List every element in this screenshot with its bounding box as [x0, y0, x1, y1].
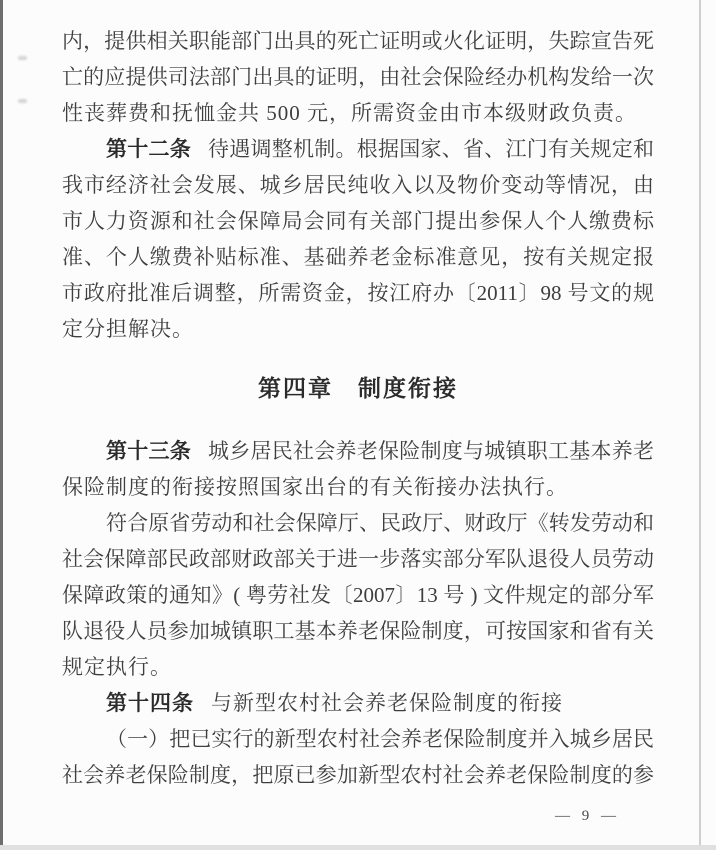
- body-line: [62, 275, 654, 311]
- body-line: [62, 505, 654, 541]
- body-line: [62, 649, 654, 685]
- line-text: 保险制度的衔接按照国家出台的有关衔接办法执行。: [62, 475, 568, 499]
- line-text: 与新型农村社会养老保险制度的衔接: [211, 691, 563, 715]
- line-text: 市人力资源和社会保障局会同有关部门提出参保人个人缴费标: [62, 209, 654, 233]
- document-body: [62, 23, 654, 793]
- line-text: （一）把已实行的新型农村社会养老保险制度并入城乡居民: [106, 727, 654, 751]
- body-line: [62, 613, 654, 649]
- article-number: 第十二条: [106, 137, 191, 161]
- line-text: 队退役人员参加城镇职工基本养老保险制度，可按国家和省有关: [62, 619, 654, 643]
- body-line: [62, 721, 654, 757]
- body-line: [62, 239, 654, 275]
- line-text: 保障政策的通知》( 粤劳社发〔2007〕13 号 ) 文件规定的部分军: [62, 583, 654, 607]
- body-line-article-14: [62, 685, 654, 721]
- line-text: 定分担解决。: [62, 317, 194, 341]
- line-text: 城乡居民社会养老保险制度与城镇职工基本养老: [208, 439, 654, 463]
- article-number: 第十三条: [106, 439, 191, 463]
- body-line: [62, 577, 654, 613]
- body-line: [62, 469, 654, 505]
- line-text: 待遇调整机制。根据国家、省、江门有关规定和: [208, 137, 654, 161]
- line-text: 社会养老保险制度，把原已参加新型农村社会养老保险制度的参: [62, 763, 654, 787]
- body-line: [62, 311, 654, 347]
- body-line-article-13: [62, 433, 654, 469]
- body-line: [62, 167, 654, 203]
- line-text: 社会保障部民政部财政部关于进一步落实部分军队退役人员劳动: [62, 547, 654, 571]
- scan-artifact: [18, 99, 27, 103]
- line-text: 性丧葬费和抚恤金共 500 元，所需资金由市本级财政负责。: [62, 101, 637, 125]
- scan-edge-right: [699, 0, 701, 845]
- scan-edge-bottom: [0, 845, 716, 850]
- body-line: [62, 95, 654, 131]
- body-line: [62, 59, 654, 95]
- scan-artifact: [18, 56, 27, 60]
- line-text: 市政府批准后调整，所需资金，按江府办〔2011〕98 号文的规: [62, 281, 654, 305]
- page-number: — 9 —: [555, 808, 620, 824]
- body-line: [62, 757, 654, 793]
- line-text: 我市经济社会发展、城乡居民纯收入以及物价变动等情况，由: [62, 173, 654, 197]
- line-text: 符合原省劳动和社会保障厅、民政厅、财政厅《转发劳动和: [106, 511, 654, 535]
- article-number: 第十四条: [106, 691, 194, 715]
- line-text: 亡的应提供司法部门出具的证明，由社会保险经办机构发给一次: [62, 65, 654, 89]
- scan-edge-left: [0, 0, 3, 845]
- body-line: [62, 203, 654, 239]
- line-text: 内，提供相关职能部门出具的死亡证明或火化证明，失踪宣告死: [62, 29, 654, 53]
- line-text: 准、个人缴费补贴标准、基础养老金标准意见，按有关规定报: [62, 245, 654, 269]
- chapter-heading: 第四章 制度衔接: [258, 376, 458, 401]
- body-line: [62, 541, 654, 577]
- body-line-article-12: [62, 131, 654, 167]
- line-text: 规定执行。: [62, 655, 172, 679]
- body-line: [62, 23, 654, 59]
